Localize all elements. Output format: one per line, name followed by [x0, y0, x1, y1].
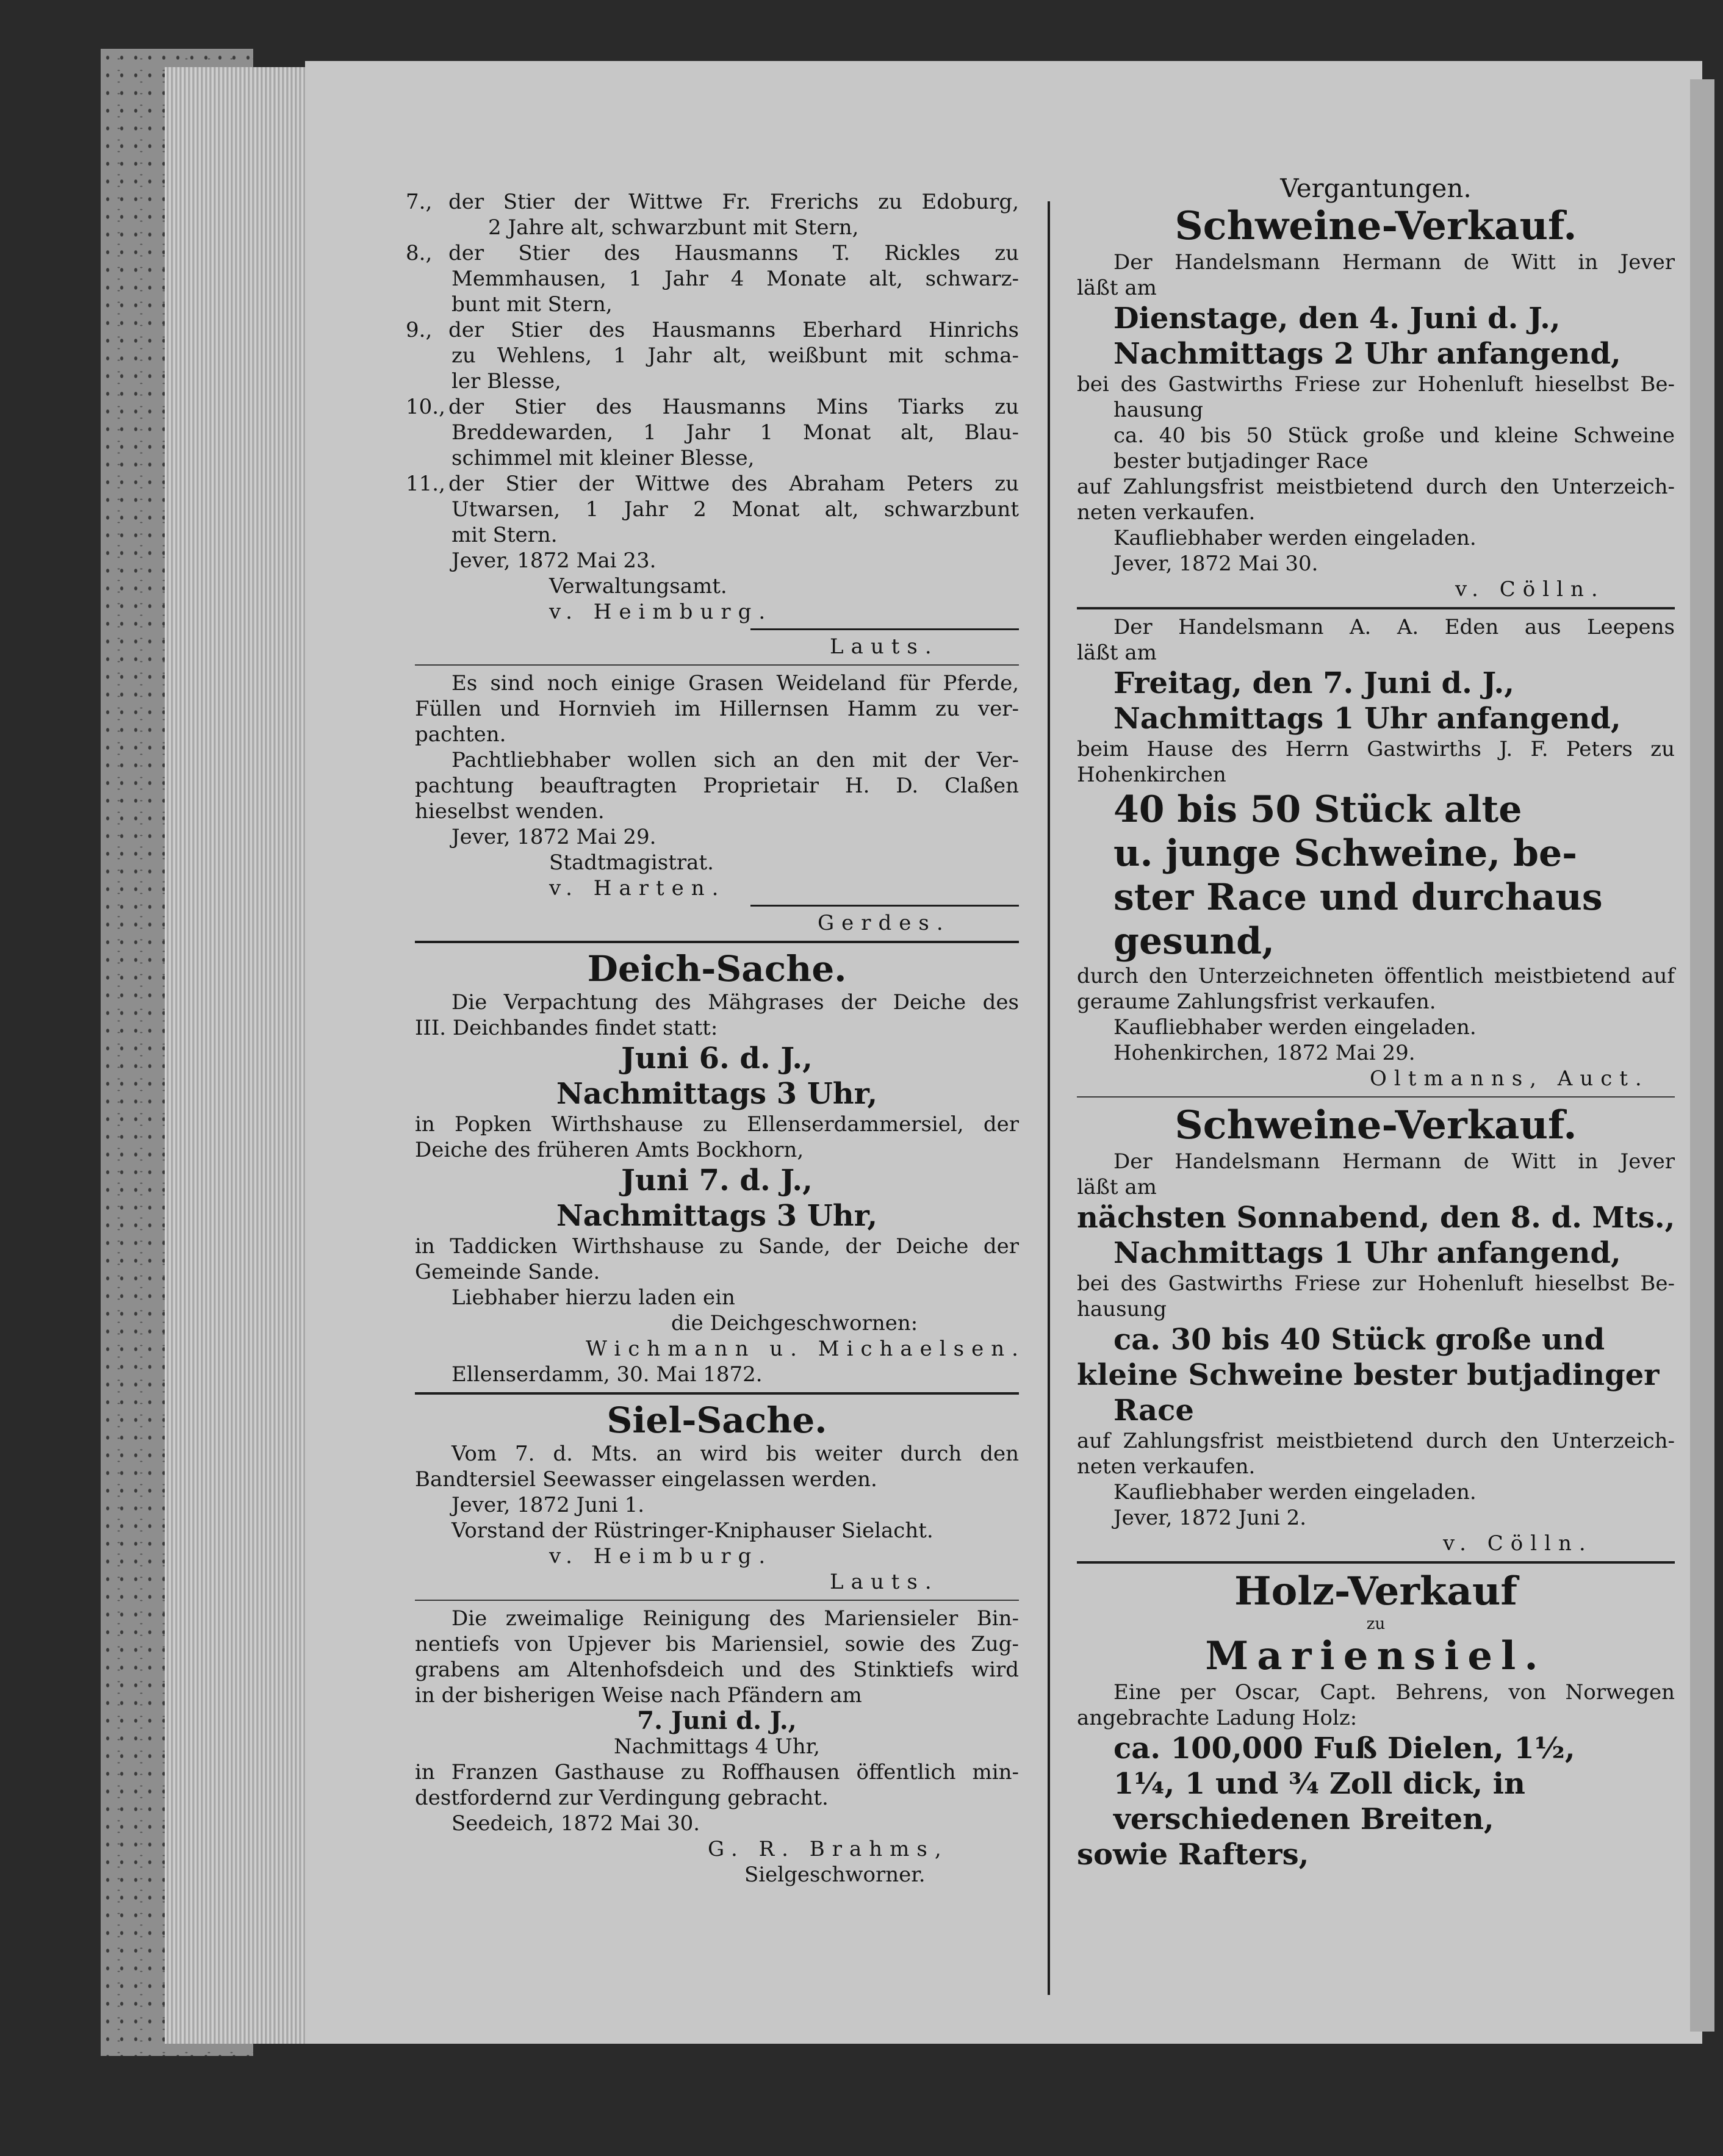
ad4-goods-3: verschiedenen Breiten,: [1113, 1802, 1494, 1836]
ad-pig-sale-1: Schweine-Verkauf. Der Handelsmann Hermann de Witt in Jever läßt am Dienstage, den 4. Juni d. J., Nachmittags 2 Uhr anfangend, bei des Gastwirths Friese zur Hohenluft hieselbst Be- hausung ca. 40 bis 50 Stück große und kleine Schweine bester butjadinger Race auf Zahlungsfrist meistbietend durch den Unterzeich- neten verkaufen. Kaufliebhaber werden eingeladen. Jever, 1872 Mai 30. v. Cölln.: [1077, 203, 1675, 602]
section-divider: [415, 941, 1019, 943]
deich-time-1: Nachmittags 3 Uhr,: [556, 1077, 878, 1111]
siel-signature-2: Lauts.: [830, 1570, 939, 1594]
left-column: [406, 189, 1026, 1888]
right-column: [1077, 174, 1675, 1872]
ad4-goods-4: sowie Rafters,: [1077, 1838, 1309, 1872]
deich-signatures: Wichmann u. Michaelsen.: [586, 1337, 1026, 1361]
ad3-heading: Schweine-Verkauf.: [1174, 1102, 1577, 1148]
ad2-dateline: Hohenkirchen, 1872 Mai 29.: [1113, 1041, 1415, 1065]
ad4-place: Mariensiel.: [1205, 1633, 1547, 1679]
ad2-goods-2: u. junge Schweine, be-: [1113, 832, 1578, 875]
siel-board: Vorstand der Rüstringer-Kniphauser Sielacht.: [451, 1518, 933, 1543]
ad2-signature: Oltmanns, Auct.: [1370, 1066, 1649, 1091]
signature-rule: [750, 628, 1019, 630]
ad4-zu: zu: [1366, 1615, 1386, 1633]
cattle-signature-1: v. Heimburg.: [549, 600, 773, 624]
section-divider: [1077, 607, 1675, 609]
deich-notice: Deich-Sache. Die Verpachtung des Mähgrases der Deiche des III. Deichbandes findet statt: Juni 6. d. J., Nachmittags 3 Uhr, in Popken Wirthshause zu Ellenserdammersiel, der Deiche des früheren Amts Bockhorn, Juni 7. d. J., Nachmittags 3 Uhr, in Taddicken Wirthshause zu Sande, der Deiche der Gemeinde Sande. Liebhaber hierzu laden ein die Deichgeschwornen: Wichmann u. Michaelsen. Ellenserdamm, 30. Mai 1872.: [415, 948, 1026, 1387]
cattle-item: 10., der Stier des Hausmanns Mins Tiarks zu Breddewarden, 1 Jahr 1 Monat alt, Blau- schimmel mit kleiner Blesse,: [406, 395, 1019, 470]
cattle-signature-2: Lauts.: [830, 634, 939, 659]
ad3-signature: v. Cölln.: [1443, 1531, 1593, 1556]
grazing-signature-2: Gerdes.: [818, 911, 951, 935]
ad4-goods-1: ca. 100,000 Fuß Dielen, 1½,: [1113, 1731, 1575, 1766]
column-divider: [1048, 201, 1050, 1995]
section-title: Vergantungen.: [1280, 173, 1472, 203]
ad2-goods-3: ster Race und durchaus: [1113, 876, 1603, 919]
ad3-dateline: Jever, 1872 Juni 2.: [1113, 1506, 1307, 1530]
ad2-date: Freitag, den 7. Juni d. J.,: [1113, 666, 1514, 700]
ad4-goods-2: 1¼, 1 und ¾ Zoll dick, in: [1113, 1767, 1525, 1801]
ad4-heading: Holz-Verkauf: [1234, 1568, 1517, 1614]
cleaning-date: 7. Juni d. J.,: [637, 1706, 797, 1735]
section-divider: [1077, 1561, 1675, 1564]
section-divider: [1077, 1096, 1675, 1098]
cattle-item: 11., der Stier der Wittwe des Abraham Peters zu Utwarsen, 1 Jahr 2 Monat alt, schwarzbunt mit Stern.: [406, 472, 1019, 547]
deich-time-2: Nachmittags 3 Uhr,: [556, 1199, 878, 1233]
ad1-time: Nachmittags 2 Uhr anfangend,: [1113, 337, 1621, 371]
deich-date: Ellenserdamm, 30. Mai 1872.: [451, 1362, 763, 1387]
cleaning-role: Sielgeschworner.: [744, 1863, 926, 1887]
siel-notice: Siel-Sache. Vom 7. d. Mts. an wird bis weiter durch den Bandtersiel Seewasser eingelassen werden. Jever, 1872 Juni 1. Vorstand der Rüstringer-Kniphauser Sielacht. v. Heimburg. Lauts.: [415, 1400, 1019, 1594]
ad3-goods-3: Race: [1113, 1393, 1194, 1428]
cleaning-dateline: Seedeich, 1872 Mai 30.: [451, 1811, 700, 1836]
siel-heading: Siel-Sache.: [606, 1400, 827, 1441]
page-right-edge: [1690, 79, 1714, 2032]
ad-pig-sale-2: Der Handelsmann A. A. Eden aus Leepens läßt am Freitag, den 7. Juni d. J., Nachmittags 1 Uhr anfangend, beim Hause des Herrn Gastwirths J. F. Peters zu Hohenkirchen 40 bis 50 Stück alte u. junge Schweine, be- ster Race und durchaus gesund, durch den Unterzeichneten öffentlich meistbietend auf geraume Zahlungsfrist verkaufen. Kaufliebhaber werden eingeladen. Hohenkirchen, 1872 Mai 29. Oltmanns, Auct.: [1077, 615, 1675, 1091]
cattle-item: 9., der Stier des Hausmanns Eberhard Hinrichs zu Wehlens, 1 Jahr alt, weißbunt mit schma- ler Blesse,: [406, 318, 1019, 393]
ad2-time: Nachmittags 1 Uhr anfangend,: [1113, 702, 1621, 736]
signature-rule: [750, 905, 1019, 907]
cattle-item: 7., der Stier der Wittwe Fr. Frerichs zu Edoburg, 2 Jahre alt, schwarzbunt mit Stern,: [406, 190, 1019, 240]
deich-heading: Deich-Sache.: [587, 948, 847, 990]
ad1-heading: Schweine-Verkauf.: [1174, 203, 1577, 249]
cattle-date: Jever, 1872 Mai 23.: [451, 548, 656, 573]
grazing-office: Stadtmagistrat.: [549, 850, 714, 875]
cattle-office: Verwaltungsamt.: [549, 574, 727, 598]
page-edges: [165, 67, 311, 2044]
grazing-notice: Es sind noch einige Grasen Weideland für Pferde, Füllen und Hornvieh im Hillernsen Hamm zu ver- pachten. Pachtliebhaber wollen sich an den mit der Ver- pachtung beauftragten Proprietair H. D. Claßen hieselbst wenden. Jever, 1872 Mai 29. Stadtmagistrat. v. Harten. Gerdes.: [415, 671, 1019, 935]
ad3-date: nächsten Sonnabend, den 8. d. Mts.,: [1077, 1201, 1675, 1235]
ad1-date: Dienstage, den 4. Juni d. J.,: [1113, 301, 1561, 336]
section-divider: [415, 664, 1019, 666]
cleaning-notice: Die zweimalige Reinigung des Mariensieler Bin- nentiefs von Upjever bis Mariensiel, sowie des Zug- grabens am Altenhofsdeich und des Stinktiefs wird in der bisherigen Weise nach Pfändern am 7. Juni d. J., Nachmittags 4 Uhr, in Franzen Gasthause zu Roffhausen öffentlich min- destfordernd zur Verdingung gebracht. Seedeich, 1872 Mai 30. G. R. Brahms, Sielgeschworner.: [415, 1606, 1019, 1887]
cattle-list: [406, 189, 1019, 548]
ad1-dateline: Jever, 1872 Mai 30.: [1113, 552, 1318, 576]
cattle-item: 8., der Stier des Hausmanns T. Rickles zu Memmhausen, 1 Jahr 4 Monate alt, schwarz- bunt mit Stern,: [406, 241, 1019, 317]
ad-pig-sale-3: Schweine-Verkauf. Der Handelsmann Hermann de Witt in Jever läßt am nächsten Sonnabend, den 8. d. Mts., Nachmittags 1 Uhr anfangend, bei des Gastwirths Friese zur Hohenluft hieselbst Be- hausung ca. 30 bis 40 Stück große und kleine Schweine bester butjadinger Race auf Zahlungsfrist meistbietend durch den Unterzeich- neten verkaufen. Kaufliebhaber werden eingeladen. Jever, 1872 Juni 2. v. Cölln.: [1077, 1102, 1675, 1556]
grazing-signature-1: v. Harten.: [549, 876, 726, 900]
siel-signature-1: v. Heimburg.: [549, 1544, 773, 1568]
cleaning-signature: G. R. Brahms,: [708, 1837, 949, 1861]
ad3-time: Nachmittags 1 Uhr anfangend,: [1113, 1236, 1621, 1270]
deich-date-1: Juni 6. d. J.,: [621, 1041, 813, 1076]
ad-wood-sale: Holz-Verkauf zu Mariensiel. Eine per Oscar, Capt. Behrens, von Norwegen angebrachte Ladung Holz: ca. 100,000 Fuß Dielen, 1½, 1¼, 1 und ¾ Zoll dick, in verschiedenen Breiten, sowie Rafters,: [1077, 1568, 1675, 1872]
siel-date: Jever, 1872 Juni 1.: [451, 1493, 645, 1517]
ad2-goods-1: 40 bis 50 Stück alte: [1113, 788, 1522, 831]
deich-date-2: Juni 7. d. J.,: [621, 1163, 813, 1198]
cleaning-time: Nachmittags 4 Uhr,: [613, 1734, 820, 1759]
ad2-goods-4: gesund,: [1113, 920, 1275, 963]
section-divider: [415, 1600, 1019, 1601]
ad1-signature: v. Cölln.: [1455, 577, 1605, 602]
ad3-goods-2: kleine Schweine bester butjadinger: [1077, 1358, 1660, 1392]
grazing-date: Jever, 1872 Mai 29.: [451, 825, 656, 849]
section-divider: [415, 1392, 1019, 1395]
ad3-goods-1: ca. 30 bis 40 Stück große und: [1113, 1323, 1605, 1357]
